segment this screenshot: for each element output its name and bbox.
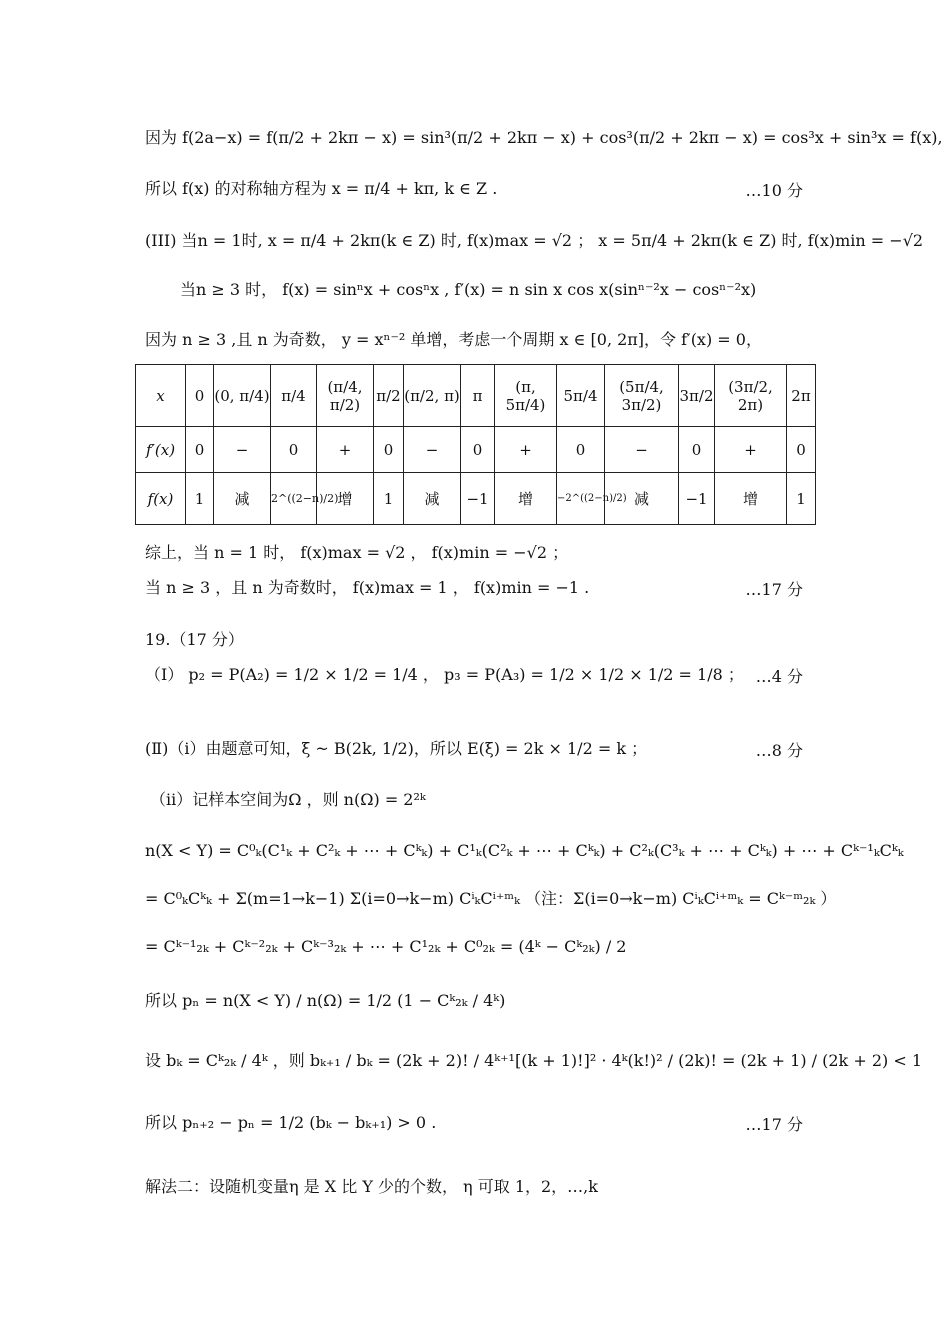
line-19-part2-ii: （ii）记样本空间为Ω ，则 n(Ω) = 2²ᵏ	[150, 790, 426, 809]
score-17-b: …17 分	[745, 1115, 803, 1134]
table-cell: f′(x)	[136, 427, 186, 473]
score-8: …8 分	[755, 741, 803, 760]
table-cell: −1	[679, 473, 715, 525]
table-cell: x	[136, 365, 186, 427]
score-10: …10 分	[745, 181, 803, 200]
line-binomial-sum: = Cᵏ⁻¹₂ₖ + Cᵏ⁻²₂ₖ + Cᵏ⁻³₂ₖ + ⋯ + C¹₂ₖ + C⁰₂ₖ = (4ᵏ − Cᵏ₂ₖ) / 2	[145, 937, 627, 956]
table-cell: f(x)	[136, 473, 186, 525]
line-monotonic-note: 因为 n ≥ 3 ,且 n 为奇数， y = xⁿ⁻² 单增，考虑一个周期 x ∈ [0, 2π]，令 f′(x) = 0，	[145, 330, 762, 349]
score-4: …4 分	[755, 667, 803, 686]
table-cell: −	[214, 427, 271, 473]
table-cell: (π/4, π/2)	[317, 365, 374, 427]
table-cell: 1	[186, 473, 214, 525]
table-cell: −	[605, 427, 679, 473]
table-cell: +	[495, 427, 557, 473]
table-cell: −	[404, 427, 461, 473]
table-cell: 减	[404, 473, 461, 525]
line-double-sum: = C⁰ₖCᵏₖ + Σ(m=1→k−1) Σ(i=0→k−m) CⁱₖCⁱ⁺ᵐₖ （注：Σ(i=0→k−m) CⁱₖCⁱ⁺ᵐₖ = Cᵏ⁻ᵐ₂ₖ ）	[145, 889, 837, 908]
table-cell: 1	[787, 473, 816, 525]
table-cell: 0	[374, 427, 404, 473]
table-row-derivative	[136, 427, 816, 473]
line-alt-solution: 解法二：设随机变量η 是 X 比 Y 少的个数， η 可取 1，2，…,k	[145, 1177, 598, 1196]
score-17-a: …17 分	[745, 580, 803, 599]
table-cell: 2^((2−n)/2)	[271, 473, 317, 525]
line-summary-n3: 当 n ≥ 3 ，且 n 为奇数时， f(x)max = 1 ， f(x)min = −1 .	[145, 578, 590, 597]
table-cell: 0	[461, 427, 495, 473]
table-cell: 0	[186, 427, 214, 473]
table-cell: 0	[186, 365, 214, 427]
table-cell: 5π/4	[557, 365, 605, 427]
table-cell: +	[317, 427, 374, 473]
table-cell: 2π	[787, 365, 816, 427]
table-cell: +	[715, 427, 787, 473]
table-cell: −2^((2−n)/2)	[557, 473, 605, 525]
table-cell: π/2	[374, 365, 404, 427]
table-cell: −1	[461, 473, 495, 525]
table-cell: 增	[495, 473, 557, 525]
table-cell: 1	[374, 473, 404, 525]
table-cell: 3π/2	[679, 365, 715, 427]
table-cell: (π, 5π/4)	[495, 365, 557, 427]
line-summary-n1: 综上，当 n = 1 时， f(x)max = √2 ， f(x)min = −√2 ；	[145, 543, 569, 562]
table-cell: (5π/4, 3π/2)	[605, 365, 679, 427]
table-cell: (0, π/4)	[214, 365, 271, 427]
line-count-x-less-y: n(X < Y) = C⁰ₖ(C¹ₖ + C²ₖ + ⋯ + Cᵏₖ) + C¹ₖ(C²ₖ + ⋯ + Cᵏₖ) + C²ₖ(C³ₖ + ⋯ + Cᵏₖ) + ⋯ + Cᵏ⁻¹ₖCᵏₖ	[145, 841, 904, 860]
line-part3-n3-derivative: 当n ≥ 3 时， f(x) = sinⁿx + cosⁿx , f′(x) = n sin x cos x(sinⁿ⁻²x − cosⁿ⁻²x)	[180, 280, 757, 299]
table-cell: (π/2, π)	[404, 365, 461, 427]
line-symmetry-proof: 因为 f(2a−x) = f(π/2 + 2kπ − x) = sin³(π/2 + 2kπ − x) + cos³(π/2 + 2kπ − x) = cos³x + sin³x = f(x),	[145, 128, 943, 147]
table-cell: 减	[605, 473, 679, 525]
table-cell: 减	[214, 473, 271, 525]
line-bk-ratio: 设 bₖ = Cᵏ₂ₖ / 4ᵏ ，则 bₖ₊₁ / bₖ = (2k + 2)! / 4ᵏ⁺¹[(k + 1)!]² · 4ᵏ(k!)² / (2k)! = (2k + 1) / (2k + 2) < 1	[145, 1051, 923, 1070]
table-cell: 0	[271, 427, 317, 473]
variation-table	[135, 364, 816, 525]
table-row-function	[136, 473, 816, 525]
table-cell: 0	[557, 427, 605, 473]
table-cell: 0	[787, 427, 816, 473]
table-cell: π/4	[271, 365, 317, 427]
table-cell: π	[461, 365, 495, 427]
table-row-x	[136, 365, 816, 427]
table-cell: (3π/2, 2π)	[715, 365, 787, 427]
line-19-part2-i: (Ⅱ)（i）由题意可知，ξ ~ B(2k, 1/2)，所以 E(ξ) = 2k × 1/2 = k ；	[145, 739, 648, 758]
table-cell: 增	[317, 473, 374, 525]
table-cell: 0	[679, 427, 715, 473]
line-19-part1: （Ⅰ） p₂ = P(A₂) = 1/2 × 1/2 = 1/4 ， p₃ = P(A₃) = 1/2 × 1/2 × 1/2 = 1/8 ；	[145, 665, 744, 684]
question-19-heading: 19.（17 分）	[145, 630, 244, 649]
line-symmetry-axis: 所以 f(x) 的对称轴方程为 x = π/4 + kπ, k ∈ Z .	[145, 179, 498, 198]
line-pn-increase: 所以 pₙ₊₂ − pₙ = 1/2 (bₖ − bₖ₊₁) > 0 .	[145, 1113, 437, 1132]
table-cell: 增	[715, 473, 787, 525]
line-pn-formula: 所以 pₙ = n(X < Y) / n(Ω) = 1/2 (1 − Cᵏ₂ₖ / 4ᵏ)	[145, 991, 506, 1010]
line-part3-n1: (III) 当n = 1时, x = π/4 + 2kπ(k ∈ Z) 时, f(x)max = √2 ； x = 5π/4 + 2kπ(k ∈ Z) 时, f(x)min = −√2	[145, 231, 924, 250]
